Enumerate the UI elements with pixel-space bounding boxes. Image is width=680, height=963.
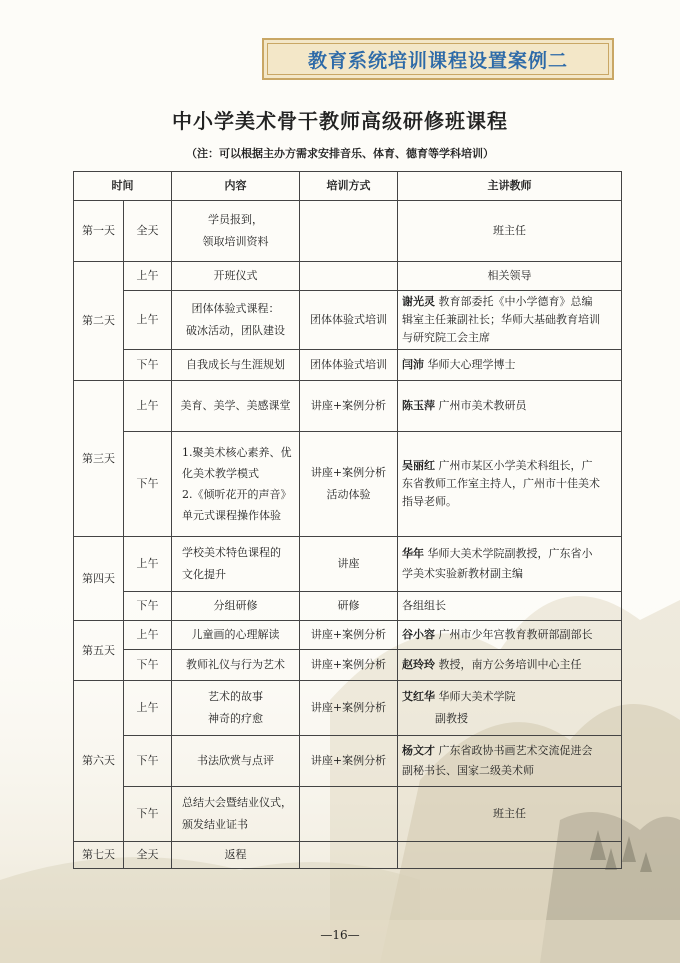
period-cell: 全天 [124,842,172,869]
content-cell [172,537,300,592]
content-line: 美育、美学、美感课堂 [180,399,291,412]
content-cell [172,432,300,537]
header-teacher: 主讲教师 [398,172,622,201]
teacher-name: 杨文才 [402,744,435,757]
method-cell: 研修 [300,592,398,621]
content-cell [172,736,300,787]
period-cell: 上午 [124,262,172,291]
teacher-cell [398,381,622,432]
content-line: 总结大会暨结业仪式， [182,796,292,809]
table-row [74,432,622,537]
teacher-name: 华年 [402,547,424,560]
day-cell: 第六天 [74,681,124,842]
teacher-cell [398,291,622,350]
period-cell: 上午 [124,621,172,650]
content-line: 颁发结业证书 [182,818,248,831]
teacher-name: 陈玉萍 [402,399,435,412]
content-line: 1.聚美术核心素养、优 [182,446,292,459]
period-cell: 上午 [124,291,172,350]
teacher-name: 谢光灵 [402,295,435,308]
content-cell [172,621,300,650]
content-line: 开班仪式 [213,269,258,282]
content-cell [172,787,300,842]
method-line: 活动体验 [326,488,371,501]
table-row [74,842,622,869]
content-line: 2.《倾听花开的声音》 [182,488,292,501]
content-line: 艺术的故事 [208,690,263,703]
content-cell [172,650,300,681]
content-cell [172,201,300,262]
teacher-desc: 广州市某区小学美术科组长，广 [435,459,593,472]
teacher-cell [398,681,622,736]
teacher-cell [398,736,622,787]
teacher-desc: 广州市少年宫教育教研部副部长 [435,628,593,641]
content-line: 分组研修 [213,599,258,612]
content-line: 文化提升 [182,568,226,581]
content-line: 书法欣赏与点评 [197,754,274,767]
teacher-desc: 相关领导 [487,269,532,282]
page-note: （注：可以根据主办方需求安排音乐、体育、德育等学科培训） [186,147,494,160]
teacher-desc: 副教授 [402,712,468,725]
content-cell [172,291,300,350]
teacher-cell [398,432,622,537]
method-cell: 团体体验式培训 [300,350,398,381]
table-row [74,381,622,432]
teacher-desc: 学美术实验新教材副主编 [402,567,523,580]
table-row [74,201,622,262]
period-cell: 上午 [124,681,172,736]
content-line: 学校美术特色课程的 [182,546,281,559]
teacher-cell [398,842,622,869]
content-cell [172,681,300,736]
content-line: 儿童画的心理解读 [191,628,280,641]
content-cell [172,350,300,381]
teacher-cell [398,621,622,650]
table-row [74,262,622,291]
teacher-cell [398,592,622,621]
day-cell: 第三天 [74,381,124,537]
method-cell: 团体体验式培训 [300,291,398,350]
header-time: 时间 [74,172,172,201]
period-cell: 下午 [124,787,172,842]
teacher-desc: 各组组长 [402,599,446,612]
teacher-name: 吴丽红 [402,459,435,472]
page-title: 中小学美术骨干教师高级研修班课程 [172,109,508,133]
course-schedule-table [73,171,622,869]
content-line: 领取培训资料 [202,235,269,248]
method-cell: 讲座+案例分析 [300,681,398,736]
content-line: 自我成长与生涯规划 [186,358,285,371]
teacher-desc: 班主任 [493,807,526,820]
teacher-desc: 广东省政协书画艺术交流促进会 [435,744,593,757]
teacher-name: 赵玲玲 [402,658,435,671]
teacher-desc: 辑室主任兼副社长；华师大基础教育培训 [402,313,600,326]
table-row [74,736,622,787]
day-cell: 第二天 [74,262,124,381]
method-cell [300,432,398,537]
header-method: 培训方式 [300,172,398,201]
teacher-desc: 广州市美术教研员 [435,399,527,412]
content-cell [172,592,300,621]
method-cell [300,262,398,291]
teacher-name: 艾红华 [402,690,435,703]
table-row [74,787,622,842]
method-cell: 讲座+案例分析 [300,621,398,650]
table-row [74,592,622,621]
day-cell: 第一天 [74,201,124,262]
teacher-desc: 指导老师。 [402,495,457,508]
content-cell [172,262,300,291]
teacher-cell [398,262,622,291]
teacher-desc: 与研究院工会主席 [402,331,490,344]
teacher-name: 闫沛 [402,358,424,371]
content-line: 神奇的疗愈 [208,712,263,725]
teacher-cell [398,201,622,262]
method-cell [300,842,398,869]
content-line: 团体体验式课程： [191,302,280,315]
content-cell [172,381,300,432]
page-number: —16— [320,928,360,942]
period-cell: 下午 [124,592,172,621]
content-cell [172,842,300,869]
period-cell: 下午 [124,350,172,381]
section-banner [262,38,614,80]
period-cell: 全天 [124,201,172,262]
teacher-desc: 华师大心理学博士 [424,358,516,371]
period-cell: 下午 [124,432,172,537]
teacher-cell [398,787,622,842]
day-cell: 第七天 [74,842,124,869]
method-cell [300,201,398,262]
banner-text: 教育系统培训课程设置案例二 [307,49,568,72]
method-cell: 讲座 [300,537,398,592]
teacher-desc: 教育部委托《中小学德育》总编 [435,295,593,308]
teacher-desc: 华师大美术学院副教授，广东省小 [424,547,593,560]
content-line: 返程 [224,848,247,861]
teacher-cell [398,537,622,592]
table-header-row [74,172,622,201]
period-cell: 上午 [124,381,172,432]
teacher-name: 谷小容 [402,628,435,641]
method-line: 讲座+案例分析 [310,466,387,479]
day-cell: 第四天 [74,537,124,621]
teacher-desc: 副秘书长、国家二级美术师 [402,764,534,777]
method-cell: 讲座+案例分析 [300,736,398,787]
period-cell: 下午 [124,736,172,787]
content-line: 教师礼仪与行为艺术 [186,658,285,671]
content-line: 破冰活动，团队建设 [186,324,285,337]
content-line: 学员报到， [208,213,263,226]
teacher-desc: 东省教师工作室主持人，广州市十佳美术 [402,477,600,490]
table-row [74,681,622,736]
teacher-desc: 华师大美术学院 [435,690,516,703]
table-row [74,291,622,350]
teacher-desc: 班主任 [493,224,526,237]
table-row [74,537,622,592]
period-cell: 下午 [124,650,172,681]
header-content: 内容 [172,172,300,201]
teacher-cell [398,650,622,681]
method-cell: 讲座+案例分析 [300,381,398,432]
table-row [74,350,622,381]
content-line: 化美术教学模式 [182,467,259,480]
period-cell: 上午 [124,537,172,592]
day-cell: 第五天 [74,621,124,681]
table-row [74,650,622,681]
teacher-cell [398,350,622,381]
method-cell: 讲座+案例分析 [300,650,398,681]
method-cell [300,787,398,842]
content-line: 单元式课程操作体验 [182,509,281,522]
table-row [74,621,622,650]
teacher-desc: 教授，南方公务培训中心主任 [435,658,582,671]
